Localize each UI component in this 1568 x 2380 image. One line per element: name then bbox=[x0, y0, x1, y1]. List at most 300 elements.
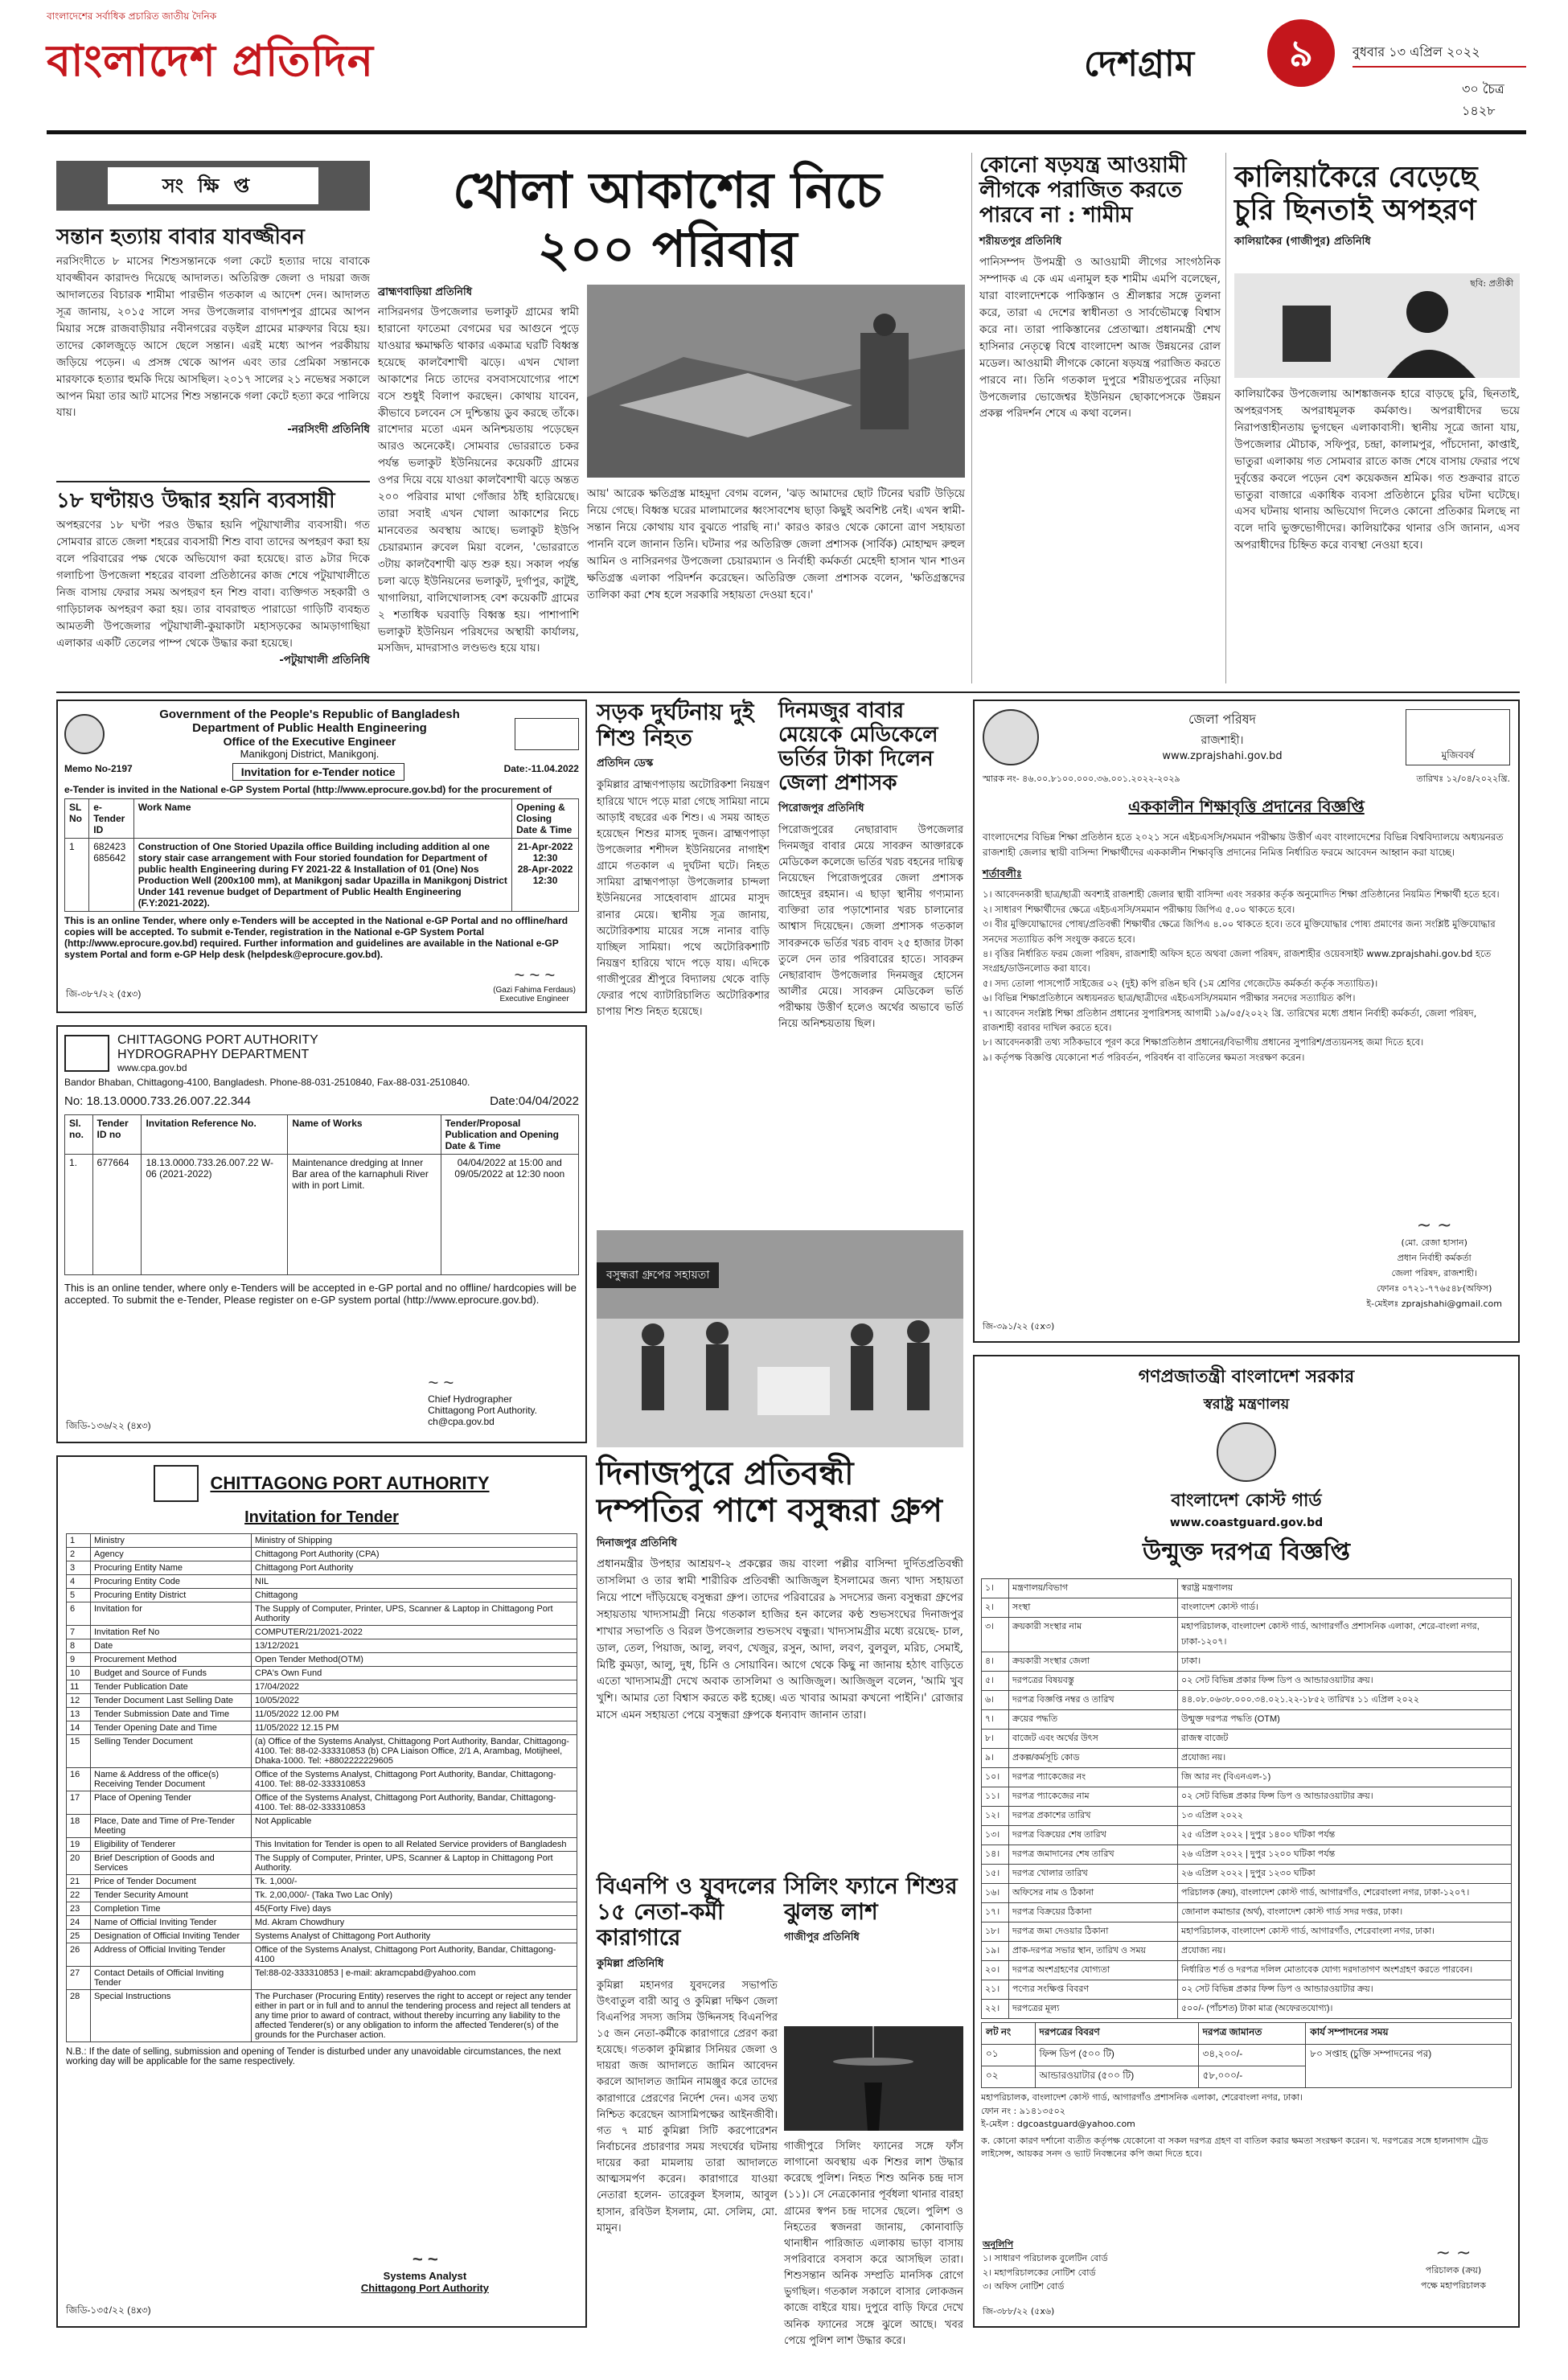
coast-contact-name: মহাপরিচালক, বাংলাদেশ কোস্ট গার্ড, আগারগাঁও প্রশাসনিক এলাকা, শেরেবাংলা নগর, ঢাকা। bbox=[981, 2092, 1303, 2103]
coast-cell: ১১। bbox=[982, 1787, 1009, 1807]
issue-date: বুধবার ১৩ এপ্রিল ২০২২ bbox=[1353, 44, 1480, 60]
cpa2-row bbox=[67, 1902, 577, 1916]
coast-contact-phone: ফোন নং : ৯১৪১৩৫০২ bbox=[981, 2105, 1065, 2116]
cpa2-cell: 13/12/2021 bbox=[252, 1639, 577, 1653]
cpa2-row bbox=[67, 1653, 577, 1667]
cpa2-cell: 27 bbox=[67, 1967, 91, 1990]
page-number: ৯ bbox=[1267, 19, 1335, 87]
zila-conditions-title: শর্তাবলীঃ bbox=[983, 868, 1022, 881]
kaliakoir-story[interactable] bbox=[1234, 161, 1520, 251]
cpa2-row bbox=[67, 1680, 577, 1694]
masthead-rule bbox=[47, 130, 1526, 134]
cpa1-web[interactable]: www.cpa.gov.bd bbox=[117, 1062, 187, 1073]
coast-cell: ১৯। bbox=[982, 1942, 1009, 1961]
coast-row bbox=[982, 2000, 1512, 2019]
cpa2-cell: Special Instructions bbox=[91, 1990, 252, 2042]
cpa2-cell: 21 bbox=[67, 1875, 91, 1889]
cpa2-cell: Invitation Ref No bbox=[91, 1626, 252, 1639]
cpa2-cell: Name of Official Inviting Tender bbox=[91, 1916, 252, 1930]
zila-parishad-ad[interactable] bbox=[973, 700, 1520, 1343]
cpa2-org: CHITTAGONG PORT AUTHORITY bbox=[210, 1473, 490, 1493]
cpa2-cell: The Supply of Computer, Printer, UPS, Scanner & Laptop in Chittagong Port Authority bbox=[252, 1602, 577, 1626]
cpa2-cell: Chittagong Port Authority bbox=[252, 1561, 577, 1575]
dphe-notice-title: Invitation for e-Tender notice bbox=[232, 763, 404, 781]
cpa2-cell: Tender Security Amount bbox=[91, 1889, 252, 1902]
zila-title: এককালীন শিক্ষাবৃত্তি প্রদানের বিজ্ঞপ্তি bbox=[1128, 797, 1365, 816]
cpa2-cell: 11 bbox=[67, 1680, 91, 1694]
cpa2-cell: 24 bbox=[67, 1916, 91, 1930]
gazipur-headline: সিলিং ফ্যানে শিশুর ঝুলন্ত লাশ bbox=[784, 1873, 958, 1926]
cpa2-cell: 23 bbox=[67, 1902, 91, 1916]
cpa2-row bbox=[67, 1561, 577, 1575]
coast-cell: ১৫। bbox=[982, 1865, 1009, 1884]
cpa2-row bbox=[67, 1602, 577, 1626]
coast-row bbox=[982, 1865, 1512, 1884]
coast-guard-ad[interactable] bbox=[973, 1355, 1520, 2328]
coast-contact-email[interactable]: ই-মেইল : dgcoastguard@yahoo.com bbox=[981, 2119, 1135, 2129]
cpa2-cell: Procuring Entity Code bbox=[91, 1575, 252, 1589]
coast-lot-h-time: কার্য সম্পাদনের সময় bbox=[1306, 2023, 1512, 2045]
zila-cond-9: ৯। কর্তৃপক্ষ বিজ্ঞপ্তি যেকোনো শর্ত পরিবর্তন, পরিবর্ধন বা বাতিলের ক্ষমতা সংরক্ষণ করেন। bbox=[983, 1051, 1305, 1063]
coast-cell: দরপত্র খোলার তারিখ bbox=[1009, 1865, 1178, 1884]
road-headline: সড়ক দুর্ঘটনায় দুই শিশু নিহত bbox=[597, 699, 754, 752]
coast-row bbox=[982, 1691, 1512, 1710]
basundhara-photo bbox=[597, 1230, 963, 1447]
lead-headline-line-2: ২০০ পরিবার bbox=[537, 220, 798, 279]
masthead-tagline: বাংলাদেশের সর্বাধিক প্রচারিত জাতীয় দৈনিক bbox=[47, 10, 217, 22]
cpa2-row bbox=[67, 1639, 577, 1653]
cpa2-cell: Tender Opening Date and Time bbox=[91, 1721, 252, 1735]
cpa-computer-tender-ad[interactable] bbox=[56, 1455, 587, 2328]
coast-cell: দরপত্র প্রকাশের তারিখ bbox=[1009, 1807, 1178, 1826]
dphe-office: Office of the Executive Engineer bbox=[223, 735, 396, 748]
zila-signer-title: প্রধান নির্বাহী কর্মকর্তা bbox=[1397, 1253, 1472, 1263]
cpa2-row bbox=[67, 1990, 577, 2042]
cpa2-cell: (a) Office of the Systems Analyst, Chittagong Port Authority, Bandar, Chittagong-4100. Tel: 88-02-333310853 (b) CPA Liaison Office, 2/1 A, Arambag, Motijheel, Dhaka-1000. Tel: +8802222229605 bbox=[252, 1735, 577, 1768]
coast-cell: দরপত্র বিক্রয়ের ঠিকানা bbox=[1009, 1903, 1178, 1922]
lead-column-2: আয়' আরেক ক্ষতিগ্রস্ত মাহমুদা বেগম বলেন, 'ঝড় আমাদের ছোট টিনের ঘরটি উড়িয়ে নিয়ে গেছে। বিধ্বস্ত ঘরের মালামালের ধ্বংসাবশেষ ছাড়া কিছুই অবশিষ্ট নেই। এখন স্বামী-সন্তান নিয়ে কোথায় যাব বুঝতে পারছি না।' কারও কারও থেকে কোনো ত্রাণ সহায়তা পাননি বলে জানান তিনি। ঘটনার পর অতিরিক্ত জেলা প্রশাসক (সার্বিক) মোহাম্মদ রুহুল আমিন ও নাসিরনগর উপজেলা চেয়ারম্যান ও নির্বাহী কর্মকর্তা মেহেদী হাসান খান শাওন ক্ষতিগ্রস্ত এলাকা পরিদর্শন করেছেন। অতিরিক্ত জেলা প্রশাসক বলেন, 'ক্ষতিগ্রস্তদের তালিকা করা শেষ হলে সরকারি সহায়তা দেওয়া হবে।' bbox=[587, 487, 965, 601]
cpa2-row bbox=[67, 1967, 577, 1990]
cpa2-cell: Brief Description of Goods and Services bbox=[91, 1852, 252, 1875]
cpa2-cell: Tk. 1,000/- bbox=[252, 1875, 577, 1889]
cpa2-cell: Procuring Entity Name bbox=[91, 1561, 252, 1575]
zila-cond-6: ৬। বিভিন্ন শিক্ষাপ্রতিষ্ঠানে অধ্যয়নরত ছাত্র/ছাত্রীদের এইচএসসি/সমমান পরীক্ষার সনদের সত্যায়িত কপি। bbox=[983, 992, 1356, 1004]
coast-cell: ১২। bbox=[982, 1807, 1009, 1826]
cpa2-cell: Procuring Entity District bbox=[91, 1589, 252, 1602]
cpa1-signer-org: Chittagong Port Authority. bbox=[428, 1405, 537, 1416]
coast-cell: ৫। bbox=[982, 1672, 1009, 1691]
cpa2-row bbox=[67, 1838, 577, 1852]
zila-org: জেলা পরিষদ bbox=[1188, 712, 1256, 727]
cpa2-signature: ~ ~ bbox=[412, 2249, 438, 2269]
cpa2-cell: 17/04/2022 bbox=[252, 1680, 577, 1694]
cpa1-code: জিডি-১৩৬/২২ (৪x৩) bbox=[66, 1420, 151, 1431]
coast-signer-org: পক্ষে মহাপরিচালক bbox=[1420, 2280, 1486, 2291]
cpa2-row bbox=[67, 1667, 577, 1680]
cpa2-cell: Tender Submission Date and Time bbox=[91, 1708, 252, 1721]
coast-guard-emblem-icon bbox=[1217, 1422, 1276, 1482]
cpa1-date: Date:04/04/2022 bbox=[490, 1094, 579, 1108]
coast-cell: দরপত্র অংশগ্রহণের যোগ্যতা bbox=[1009, 1961, 1178, 1980]
kaliakoir-headline: কালিয়াকৈরে বেড়েছে চুরি ছিনতাই অপহরণ bbox=[1234, 160, 1478, 228]
cpa2-cell: Tk. 2,00,000/- (Taka Two Lac Only) bbox=[252, 1889, 577, 1902]
cpa2-cell: 4 bbox=[67, 1575, 91, 1589]
cpa2-row bbox=[67, 1735, 577, 1768]
coast-cell: ৭। bbox=[982, 1710, 1009, 1730]
cpa2-row bbox=[67, 1575, 577, 1589]
coast-cell: ৩। bbox=[982, 1618, 1009, 1652]
cpa2-cell: Selling Tender Document bbox=[91, 1735, 252, 1768]
cpa2-cell: Name & Address of the office(s) Receiving Tender Document bbox=[91, 1768, 252, 1791]
coast-cell: ২২। bbox=[982, 2000, 1009, 2019]
coast-cell: ২১। bbox=[982, 1980, 1009, 2000]
coast-cell: ৬। bbox=[982, 1691, 1009, 1710]
cpa2-cell: 8 bbox=[67, 1639, 91, 1653]
coast-cell: প্রযোজ্য নয়। bbox=[1178, 1749, 1512, 1768]
coast-cell: উন্মুক্ত দরপত্র পদ্ধতি (OTM) bbox=[1178, 1710, 1512, 1730]
coast-lot-table bbox=[981, 2022, 1512, 2088]
coast-row bbox=[982, 1922, 1512, 1942]
illustration-credit: ছবি: প্রতীকী bbox=[1470, 278, 1513, 289]
cpa2-cell: 17 bbox=[67, 1791, 91, 1815]
shamim-body: পানিসম্পদ উপমন্ত্রী ও আওয়ামী লীগের সাংগঠনিক সম্পাদক এ কে এম এনামুল হক শামীম এমপি বলেছেন, যারা বাংলাদেশকে পাকিস্তান ও শ্রীলঙ্কার সঙ্গে তুলনা করে, তারা এ দেশের স্বাধীনতা ও সার্বভৌমত্বে বিশ্বাস করে না। তারা পাকিস্তানের প্রেতাত্মা। প্রধানমন্ত্রী শেখ হাসিনার নেতৃত্বে বিশ্বে বাংলাদেশ আজ উন্নয়নের রোল মডেল। আওয়ামী লীগকে কোনো ষড়যন্ত্র পরাজিত করতে পারবে না। তিনি গতকাল দুপুরে শরীয়তপুরের নড়িয়া উপজেলার ভোজেশ্বর ইউনিয়ন ছোকাপেসকে উন্নয়ন প্রকল্প পরিদর্শন শেষে এ কথা বলেন। bbox=[979, 256, 1221, 421]
dphe-h-id: e-Tender ID bbox=[89, 799, 133, 839]
coast-row bbox=[982, 1942, 1512, 1961]
cpa2-cell: 25 bbox=[67, 1930, 91, 1943]
zila-cond-3: ৩। বীর মুক্তিযোদ্ধাদের পোষ্য/প্রতিবন্ধী শিক্ষার্থীর ক্ষেত্রে জিপিএ ৪.০০ থাকতে হবে। তবে মুক্তিযোদ্ধার পোষ্য প্রমাণের জন্য সংশ্লিষ্ট মুক্তিযোদ্ধার সনদের সত্যায়িত কপি সংযুক্ত করতে হবে। bbox=[983, 918, 1496, 945]
lead-column-1: নাসিরনগর উপজেলার ভলাকুট গ্রামের স্বামী হারানো ফাতেমা বেগমের ঘর আগুনে পুড়ে যাওয়ার ক্ষমাক্ষতি থাকার একমাত্র ঘরটি বিধ্বস্ত হয়েছে কালবৈশাখী ঝড়ে। এখন খোলা আকাশের নিচে তাদের বসবাসযোগ্যের পাশে বসে শুধুই বিলাপ করছেন। কোথায় যাবেন, কীভাবে চলবেন সে দুশ্চিন্তায় ডুব করছে তাঁকে। রাশেদার মতো এমন অনিশ্চয়তায় পড়েছেন আরও অনেকেই। সোমবার ভোররাতে চকর পর্যন্ত ভলাকুট ইউনিয়নের কয়েকটি গ্রামের ওপর দিয়ে বয়ে যাওয়া কালবৈশাখী ঝড়ে অন্তত ২০০ পরিবার মাথা গোঁজার ঠাঁই হারিয়েছে। তারা সবাই এখন খোলা আকাশের নিচে মানবেতর অবস্থায় আছে। ভলাকুট ইউপি চেয়ারম্যান রুবেল মিয়া বলেন, 'ভোররাতে ৩টায় কালবৈশাখী ঝড় শুরু হয়। সকাল পর্যন্ত চলা ঝড়ে ইউনিয়নের ভলাকুট, দুর্গাপুর, কাটুই, খাগালিয়া, বালিখোলাসহ বেশ কয়েকটি গ্রামের ২ শতাধিক ঘরবাড়ি বিধ্বস্ত হয়। পাশাপাশি ভলাকুট ইউনিয়ন পরিষদের অস্থায়ী কার্যালয়, মসজিদ, মাদরাসাও লণ্ডভণ্ড হয়ে যায়। bbox=[378, 306, 579, 655]
cpa2-row bbox=[67, 1943, 577, 1967]
cpa1-open: 04/04/2022 at 15:00 and 09/05/2022 at 12:30 noon bbox=[441, 1155, 578, 1275]
cpa2-row bbox=[67, 1875, 577, 1889]
dphe-signer-title: Executive Engineer bbox=[499, 995, 569, 1003]
cpa1-table bbox=[64, 1114, 579, 1275]
cpa2-cell: 13 bbox=[67, 1708, 91, 1721]
date-divider bbox=[1353, 66, 1526, 68]
coast-cell: দরপত্র প্যাকেজের নাম bbox=[1009, 1787, 1178, 1807]
cpa1-no: No: 18.13.0000.733.26.007.22.344 bbox=[64, 1094, 251, 1108]
medical-body: পিরোজপুরের নেছারাবাদ উপজেলার দিনমজুর বাবার মেয়ে সাবরুন আক্তারকে মেডিকেল কলেজে ভর্তির খরচ বহনের দায়িত্ব নিয়েছেন পিরোজপুরের জেলা প্রশাসক জাহেদুর রহমান। এ ছাড়া স্থানীয় গণ্যমান্য ব্যক্তিরা তার পড়াশোনার খরচ চালানোর আশ্বাস দিয়েছেন। জেলা প্রশাসক গতকাল সাবরুনকে ভর্তির খরচ বাবদ ২৫ হাজার টাকা তুলে দেন তার পরিবারের হাতে। সাবরুন নেছারাবাদ উপজেলার দিনমজুর হোসেন আলীর মেয়ে। সাবরুন মেডিকেল ভর্তি পরীক্ষায় উত্তীর্ণ হলেও অর্থের অভাবে ভর্তি নিয়ে অনিশ্চয়তায় ছিল। bbox=[778, 823, 963, 1031]
cpa2-cell: 15 bbox=[67, 1735, 91, 1768]
zila-cond-5: ৫। সদ্য তোলা পাসপোর্ট সাইজের ০২ (দুই) কপি রঙিন ছবি (১ম শ্রেণির গেজেটেড কর্মকর্তা কর্তৃক সত্যায়িত)। bbox=[983, 977, 1378, 989]
shamim-byline: শরীয়তপুর প্রতিনিধি bbox=[979, 236, 1062, 248]
coast-row bbox=[982, 1598, 1512, 1618]
cpa1-ref: 18.13.0000.733.26.007.22 W-06 (2021-2022) bbox=[142, 1155, 288, 1275]
cpa2-cell: Ministry of Shipping bbox=[252, 1534, 577, 1548]
coast-cell: ৪৪.০৮.০৬৩৮.০০০.৩৪.০২১.২২-১৮৫২ তারিখঃ ১১ এপ্রিল ২০২২ bbox=[1178, 1691, 1512, 1710]
cpa2-cell: Ministry bbox=[91, 1534, 252, 1548]
bnp-headline: বিএনপি ও যুবদলের ১৫ নেতা-কর্মী কারাগারে bbox=[597, 1873, 776, 1951]
cpa1-id: 677664 bbox=[92, 1155, 142, 1275]
coast-signer-title: পরিচালক (ক্রয়) bbox=[1425, 2265, 1482, 2275]
cpa1-email[interactable]: ch@cpa.gov.bd bbox=[428, 1416, 495, 1427]
coast-row bbox=[982, 1768, 1512, 1787]
disabled-couple-story[interactable] bbox=[597, 1455, 963, 1877]
dphe-id-1: 682423 bbox=[93, 841, 126, 852]
zila-cond-2: ২। সাধারণ শিক্ষার্থীদের ক্ষেত্রে এইচএসসি/সমমান পরীক্ষায় জিপিএ ৫.০০ থাকতে হবে। bbox=[983, 903, 1295, 915]
coast-row bbox=[982, 1961, 1512, 1980]
cpa1-h-ref: Invitation Reference No. bbox=[142, 1115, 288, 1155]
coast-cell: বাজেট এবং অর্থের উৎস bbox=[1009, 1730, 1178, 1749]
coast-cell: পরিচালক (ক্রয়), বাংলাদেশ কোস্ট গার্ড, আগারগাঁও, শেরেবাংলা নগর, ঢাকা-১২০৭। bbox=[1178, 1884, 1512, 1903]
zila-cond-8: ৮। আবেদনকারী তথ্য সঠিকভাবে পূরণ করে শিক্ষাপ্রতিষ্ঠান প্রধানের/বিভাগীয় প্রধানের সুপারিশ/প্রত্যয়নসহ জমা দিতে হবে। bbox=[983, 1036, 1424, 1048]
gazipur-body: গাজীপুরে সিলিং ফ্যানের সঙ্গে ফাঁস লাগানো অবস্থায় এক শিশুর লাশ উদ্ধার করেছে পুলিশ। নিহত শিশু অনিক চন্দ্র দাস (১১)। সে নেত্রকোনার পূর্বধলা থানার বারহা গ্রামের স্বপন চন্দ্র দাসের ছেলে। পুলিশ ও নিহতের স্বজনরা জানায়, কোনাবাড়ি থানাধীন পারিজাত এলাকায় ভাড়া বাসায় সপরিবারে বসবাস করে আসছিল তারা। শিশুসন্তান অনিক সম্প্রতি মানসিক রোগে ভুগছিল। গতকাল সকালে বাসার লোকজন কাজে বাইরে যায়। দুপুরে বাড়ি ফিরে দেখে অনিক ফ্যানের সঙ্গে ঝুলে আছে। খবর পেয়ে পুলিশ লাশ উদ্ধার করে। bbox=[784, 2140, 963, 2347]
dphe-signature: ~ ~ ~ bbox=[514, 965, 555, 985]
cpa2-cell: Tel:88-02-333310853 | e-mail: akramcpabd@yahoo.com bbox=[252, 1967, 577, 1990]
cpa1-h-id: Tender ID no bbox=[92, 1115, 142, 1155]
coast-lot-2: ০২ bbox=[982, 2066, 1036, 2088]
brief-title-2: ১৮ ঘণ্টায়ও উদ্ধার হয়নি ব্যবসায়ী bbox=[56, 489, 335, 513]
cpa2-cell: The Supply of Computer, Printer, UPS, Scanner & Laptop in Chittagong Port Authority. bbox=[252, 1852, 577, 1875]
dphe-date: Date:-11.04.2022 bbox=[503, 763, 579, 774]
dphe-h-work: Work Name bbox=[133, 799, 511, 839]
coast-cell: ক্রয়ের পদ্ধতি bbox=[1009, 1710, 1178, 1730]
cpa1-h-sl: Sl. no. bbox=[65, 1115, 93, 1155]
cpa2-cell: 10 bbox=[67, 1667, 91, 1680]
coast-row bbox=[982, 1579, 1512, 1598]
coast-lot-h-lot: লট নং bbox=[982, 2023, 1036, 2045]
coast-cell: ১৬। bbox=[982, 1884, 1009, 1903]
cpa2-cell: 1 bbox=[67, 1534, 91, 1548]
coast-row bbox=[982, 1618, 1512, 1652]
gov-seal-icon bbox=[64, 714, 105, 754]
lead-headline[interactable] bbox=[378, 161, 957, 278]
coast-cell: ২৬ এপ্রিল ২০২২ | দুপুর ১২০০ ঘটিকা পর্যন্ত bbox=[1178, 1845, 1512, 1865]
cpa2-row bbox=[67, 1791, 577, 1815]
bnp-story[interactable] bbox=[597, 1873, 778, 2380]
cpa2-rows bbox=[67, 1534, 577, 2042]
newspaper-logo[interactable]: বাংলাদেশ প্রতিদিন bbox=[47, 35, 374, 86]
cpa2-cell: Designation of Official Inviting Tender bbox=[91, 1930, 252, 1943]
cpa2-cell: Price of Tender Document bbox=[91, 1875, 252, 1889]
cpa-logo-icon bbox=[64, 1035, 109, 1072]
coast-signature: ~ ~ bbox=[1435, 2243, 1472, 2263]
coast-cell: ক্রয়কারী সংস্থার নাম bbox=[1009, 1618, 1178, 1652]
coast-code: জি-৩৮৮/২২ (৫x৬) bbox=[983, 2306, 1055, 2316]
dphe-footer: This is an online Tender, where only e-Tenders will be accepted in the National e-GP Portal and no offline/hard copies will be accepted. To submit e-Tender, registration in the National e-GP System Portal (http://www.eprocure.gov.bd) required. Further information and guidelines are available in the National e-GP system Portal and form e-GP Help desk (helpdesk@eprocure.gov.bd). bbox=[64, 915, 569, 960]
hanging-illustration bbox=[784, 2026, 963, 2131]
dphe-id-2: 685642 bbox=[93, 852, 126, 864]
zila-signer: (মো. রেজা হাসান) bbox=[1401, 1237, 1467, 1248]
coast-row bbox=[982, 1652, 1512, 1672]
coast-cell: প্রাক-দরপত্র সভার স্থান, তারিখ ও সময় bbox=[1009, 1942, 1178, 1961]
brief-item-2[interactable] bbox=[56, 489, 370, 668]
coast-row bbox=[982, 1672, 1512, 1691]
coast-cell: ১৩ এপ্রিল ২০২২ bbox=[1178, 1807, 1512, 1826]
coast-lot-time: ৮০ সপ্তাহ (চুক্তি সম্পাদনের পর) bbox=[1306, 2045, 1512, 2088]
cpa2-cell: Contact Details of Official Inviting Tender bbox=[91, 1967, 252, 1990]
coast-web[interactable]: www.coastguard.gov.bd bbox=[1169, 1516, 1324, 1529]
cpa1-h-work: Name of Works bbox=[288, 1115, 441, 1155]
column-divider bbox=[971, 153, 972, 683]
cpa2-cell: Agency bbox=[91, 1548, 252, 1561]
issue-date-bangla: ৩০ চৈত্র ১৪২৮ bbox=[1462, 81, 1504, 118]
masthead bbox=[47, 10, 1526, 138]
cpa2-nb: N.B.: If the date of selling, submission and opening of Tender is disturbed under any unavoidable circumstances, the next working day will be applicable for the same respectively. bbox=[66, 2047, 561, 2066]
brief-divider bbox=[56, 481, 370, 482]
mujib-logo-icon bbox=[515, 718, 579, 750]
cpa2-cell: 3 bbox=[67, 1561, 91, 1575]
cpa2-row bbox=[67, 1626, 577, 1639]
coast-cell: দরপত্র জমাদানের শেষ তারিখ bbox=[1009, 1845, 1178, 1865]
cpa2-cell: Completion Time bbox=[91, 1902, 252, 1916]
coast-cell: বাংলাদেশ কোস্ট গার্ড। bbox=[1178, 1598, 1512, 1618]
cpa2-code: জিডি-১৩৫/২২ (৪x৩) bbox=[66, 2304, 151, 2316]
zila-cond-7: ৭। আবেদন সংশ্লিষ্ট শিক্ষা প্রতিষ্ঠান প্রধানের সুপারিশসহ আগামী ১৯/০৫/২০২২ খ্রি. তারিখের মধ্যে প্রধান নির্বাহী কর্মকর্তা, জেলা পরিষদ, রাজশাহী বরাবর দাখিল করতে হবে। bbox=[983, 1007, 1477, 1033]
coast-row bbox=[982, 1749, 1512, 1768]
coast-cell: ৫০০/- (পাঁচশত) টাকা মাত্র (অফেরতযোগ্য)। bbox=[1178, 2000, 1512, 2019]
cpa2-cell: Md. Akram Chowdhury bbox=[252, 1916, 577, 1930]
coast-cell: পণ্যের সংক্ষিপ্ত বিবরণ bbox=[1009, 1980, 1178, 2000]
cpa2-cell: Eligibility of Tenderer bbox=[91, 1838, 252, 1852]
kaliakoir-body: কালিয়াকৈর উপজেলায় আশঙ্কাজনক হারে বাড়ছে চুরি, ছিনতাই, অপহরণসহ অপরাধমূলক কর্মকাণ্ড। অপরাধীদের ভয়ে নিরাপত্তাহীনতায় ভুগছেন এলাকাবাসী। স্থানীয় সূত্রে জানা যায়, উপজেলার মৌচাক, সফিপুর, চন্দ্রা, কালামপুর, পাঁচদোনা, কাপ্তাই, ভাতুরা এলাকায় গত সোমবার রাতে কাজ শেষে বাসায় ফেরার পথে দুর্বৃত্তের কবলে পড়েন বেশ কয়েকজন শ্রমিক। গত শুক্রবার রাতে ভাতুরা বাজারে একাধিক ব্যবসা প্রতিষ্ঠানে চুরির ঘটনা ঘটেছে। এসব ঘটনায় থানায় অভিযোগ দিলেও কোনো প্রতিকার মিলছে না বলে দাবি ভুক্তভোগীদের। কালিয়াকৈর থানার ওসি জানান, এসব অপরাধীদের চিহ্নিত করে ব্যবস্থা নেওয়া হবে। bbox=[1234, 388, 1520, 552]
coast-special: ক. কোনো কারণ দর্শানো ব্যতীত কর্তৃপক্ষ যেকোনো বা সকল দরপত্র গ্রহণ বা বাতিল করার ক্ষমতা সংরক্ষণ করেন। খ. দরপত্রের সঙ্গে হালনাগাদ ট্রেড লাইসেন্স, আয়কর সনদ ও ভ্যাট নিবন্ধনের কপি জমা দিতে হবে। bbox=[981, 2135, 1488, 2159]
section-rule bbox=[56, 691, 1520, 693]
cpa2-cell: 19 bbox=[67, 1838, 91, 1852]
coast-title: উন্মুক্ত দরপত্র বিজ্ঞপ্তি bbox=[1142, 1538, 1350, 1566]
zila-date: তারিখঃ ১২/০৪/২০২২খ্রি. bbox=[1416, 774, 1510, 784]
cpa1-signature: ~ ~ bbox=[428, 1373, 454, 1393]
coast-cell: প্রকল্প/কর্মসূচি কোড bbox=[1009, 1749, 1178, 1768]
zila-seal-icon bbox=[983, 709, 1039, 765]
zila-memo: স্মারক নং- ৪৬.০০.৮১০০.০০০.৩৬.০০১.২০২২-২০২৯ bbox=[983, 774, 1180, 784]
cpa2-cell: 2 bbox=[67, 1548, 91, 1561]
cpa-hydrography-ad[interactable] bbox=[56, 1025, 587, 1443]
dphe-district: Manikgonj District, Manikgonj. bbox=[240, 748, 380, 760]
dphe-tender-ad[interactable] bbox=[56, 700, 587, 1013]
dphe-memo: Memo No-2197 bbox=[64, 763, 133, 774]
brief-item-1[interactable] bbox=[56, 225, 370, 438]
cpa2-row bbox=[67, 1852, 577, 1875]
cpa2-cell: 11/05/2022 12.00 PM bbox=[252, 1708, 577, 1721]
cpa2-cell: The Purchaser (Procuring Entity) reserves the right to accept or reject any tender either in part or in full and to annul the tendering process and reject all tenders at any time prior to award of contract, without thereby incurring any liability to the affected Tenderer(s) or any obligation to inform the affected Tenderer(s) of the grounds for the Purchaser action. bbox=[252, 1990, 577, 2042]
coast-copy-3: ৩। অফিস নোটিশ বোর্ড bbox=[983, 2281, 1065, 2292]
cpa2-title: Invitation for Tender bbox=[244, 1508, 399, 1526]
dphe-date-1: 21-Apr-2022 12:30 bbox=[517, 841, 573, 864]
cpa2-cell: 7 bbox=[67, 1626, 91, 1639]
cpa1-org: CHITTAGONG PORT AUTHORITY bbox=[117, 1033, 318, 1047]
dphe-dept: Department of Public Health Engineering bbox=[192, 721, 427, 735]
brief-title-1: সন্তান হত্যায় বাবার যাবজ্জীবন bbox=[56, 225, 305, 249]
cpa2-cell: CPA's Own Fund bbox=[252, 1667, 577, 1680]
cpa2-cell: 45(Forty Five) days bbox=[252, 1902, 577, 1916]
coast-cell: ১৪। bbox=[982, 1845, 1009, 1865]
cpa2-row bbox=[67, 1768, 577, 1791]
cpa2-row bbox=[67, 1589, 577, 1602]
coast-copy-1: ১। সাধারণ পরিচালক বুলেটিন বোর্ড bbox=[983, 2253, 1108, 2264]
coast-lot-2-item: আন্ডারওয়াটার (৫০০ টি) bbox=[1035, 2066, 1198, 2088]
brief-body-1: নরসিংদীতে ৮ মাসের শিশুসন্তানকে গলা কেটে হত্যার দায়ে বাবাকে যাবজ্জীবন কারাদণ্ড দিয়েছে আদালত। অতিরিক্ত জেলা ও দায়রা জজ আদালতের বিচারক শামীমা পারভীন গতকাল এ আদেশ দেন। আদালত সূত্র জানায়, ২০১৫ সালে সদর উপজেলার বাগদশপুর গ্রামের আপন মিয়ার সঙ্গে রাজবাড়ীয়ার নবীনগরের বড়ইল গ্রামের মারুফার বিয়ে হয়। তাদের কোলজুড়ে আসে ছেলে সন্তান। এরই মধ্যে আপন পরকীয়ায় জড়িয়ে পড়েন। এ প্রসঙ্গ থেকে আপন এবং তার প্রেমিকা সন্তানকে মারফাকে হত্যার হুমকি দিয়ে আসছিল। ২০১৭ সালের ২১ নভেম্বর সকালে আপন মিয়া তার আট মাসের শিশু সন্তানকে গলা কেটে হত্যা করে পালিয়ে যায়। bbox=[56, 255, 370, 420]
cpa1-h-open: Tender/Proposal Publication and Opening Date & Time bbox=[441, 1115, 578, 1155]
disabled-byline: দিনাজপুর প্রতিনিধি bbox=[597, 1537, 677, 1549]
brief-credit-1: -নরসিংদী প্রতিনিধি bbox=[287, 423, 370, 437]
road-accident-story[interactable] bbox=[597, 700, 770, 1260]
cpa2-cell: Office of the Systems Analyst, Chittagong Port Authority, Bandar, Chittagong-4100. Tel: 88-02-333310853 bbox=[252, 1791, 577, 1815]
coast-row bbox=[982, 1845, 1512, 1865]
cpa2-cell: 12 bbox=[67, 1694, 91, 1708]
coast-cell: ২। bbox=[982, 1598, 1009, 1618]
dphe-tender-table bbox=[64, 798, 579, 912]
zila-code: জি-৩৯১/২২ (৫x৩) bbox=[983, 1321, 1055, 1332]
coast-copy-2: ২। মহাপরিচালকের নোটিশ বোর্ড bbox=[983, 2267, 1096, 2278]
cpa2-cell: Open Tender Method(OTM) bbox=[252, 1653, 577, 1667]
coast-cell: দরপত্রের মূল্য bbox=[1009, 2000, 1178, 2019]
cpa2-cell: 26 bbox=[67, 1943, 91, 1967]
shamim-story[interactable] bbox=[979, 153, 1221, 640]
coast-cell: দরপত্র প্যাকেজের নং bbox=[1009, 1768, 1178, 1787]
bnp-byline: কুমিল্লা প্রতিনিধি bbox=[597, 1957, 664, 1970]
coast-gov: গণপ্রজাতন্ত্রী বাংলাদেশ সরকার bbox=[1138, 1367, 1355, 1387]
coast-cell: জোনাল কমান্ডার (অর্থ), বাংলাদেশ কোস্ট গার্ড সদর দপ্তর, ঢাকা। bbox=[1178, 1903, 1512, 1922]
coast-cell: ০২ সেট বিভিন্ন প্রকার ফিন্স ডিপ ও আন্ডারওয়াটার ক্রয়। bbox=[1178, 1787, 1512, 1807]
cpa1-work: Maintenance dredging at Inner Bar area of the karnaphuli River with in port Limit. bbox=[288, 1155, 441, 1275]
coast-cell: দরপত্র বিজ্ঞপ্তি নম্বর ও তারিখ bbox=[1009, 1691, 1178, 1710]
coast-row bbox=[982, 1884, 1512, 1903]
cpa2-cell: Invitation for bbox=[91, 1602, 252, 1626]
coast-row bbox=[982, 1710, 1512, 1730]
cpa2-logo-icon bbox=[154, 1465, 199, 1502]
section-title: দেশগ্রাম bbox=[1084, 43, 1195, 84]
cpa2-row bbox=[67, 1534, 577, 1548]
coast-cell: মন্ত্রণালয়/বিভাগ bbox=[1009, 1579, 1178, 1598]
coast-cell: ২০। bbox=[982, 1961, 1009, 1980]
zila-city: রাজশাহী। bbox=[1201, 734, 1244, 747]
coast-cell: ০২ সেট বিভিন্ন প্রকার ফিন্স ডিপ ও আন্ডারওয়াটার ক্রয়। bbox=[1178, 1672, 1512, 1691]
zila-web[interactable]: www.zprajshahi.gov.bd bbox=[1162, 750, 1283, 762]
cpa2-cell: This Invitation for Tender is open to all Related Service providers of Bangladesh bbox=[252, 1838, 577, 1852]
dphe-intro: e-Tender is invited in the National e-GP System Portal (http://www.eprocure.gov.bd) for the procurement of bbox=[64, 784, 552, 795]
cpa1-address: Bandor Bhaban, Chittagong-4100, Bangladesh. Phone-88-031-2510840, Fax-88-031-2510840. bbox=[64, 1077, 470, 1088]
cpa2-cell: Office of the Systems Analyst, Chittagong Port Authority, Bandar, Chittagong-4100 bbox=[252, 1943, 577, 1967]
cpa2-cell: Date bbox=[91, 1639, 252, 1653]
coast-cell: ৯। bbox=[982, 1749, 1009, 1768]
coast-row bbox=[982, 1807, 1512, 1826]
shamim-headline: কোনো ষড়যন্ত্র আওয়ামী লীগকে পরাজিত করতে পারবে না : শামীম bbox=[979, 153, 1187, 228]
gazipur-story[interactable] bbox=[784, 1873, 963, 1951]
dphe-gov: Government of the People's Republic of Bangladesh bbox=[159, 708, 460, 721]
bnp-body: কুমিল্লা মহানগর যুবদলের সভাপতি উৎবাতুল বারী আবু ও কুমিল্লা দক্ষিণ জেলা বিএনপির সদস্য জসিম উদ্দিনসহ বিএনপির ১৫ জন নেতা-কর্মীকে কারাগারে প্রেরণ করা হয়েছে। গতকাল কুমিল্লার সিনিয়র জেলা ও দায়রা জজ আদালতে জামিন আবেদন করলে আদালত জামিন নামঞ্জুর করে তাদের কারাগারে প্রেরণের নির্দেশ দেন। এসব তথ্য নিশ্চিত করেছেন আসামিপক্ষের আইনজীবী। গত ৭ মার্চ কুমিল্লা সিটি করপোরেশন নির্বাচনের প্রচারণার সময় সংঘর্ষের ঘটনায় দায়ের করা মামলায় তারা আদালতে আত্মসমর্পণ করেন। কারাগারে যাওয়া নেতারা হলেন- তারেকুল ইসলাম, আবুল হাসান, রবিউল ইসলাম, মো. সেলিম, মো. মামুন। bbox=[597, 1979, 778, 2234]
coast-cell: ১। bbox=[982, 1579, 1009, 1598]
lead-byline: ব্রাহ্মণবাড়িয়া প্রতিনিধি bbox=[378, 286, 473, 298]
cpa2-cell: 18 bbox=[67, 1815, 91, 1838]
coast-lot-1-sec: ৩৪,২০০/- bbox=[1198, 2045, 1306, 2066]
coast-cell: ঢাকা। bbox=[1178, 1652, 1512, 1672]
coast-lot-h-sec: দরপত্র জামানত bbox=[1198, 2023, 1306, 2045]
medical-story[interactable] bbox=[778, 700, 963, 1273]
cpa2-cell: Tender Document Last Selling Date bbox=[91, 1694, 252, 1708]
coast-cell: স্বরাষ্ট্র মন্ত্রণালয় bbox=[1178, 1579, 1512, 1598]
storm-damage-photo bbox=[587, 285, 965, 478]
cpa2-cell: 14 bbox=[67, 1721, 91, 1735]
medical-byline: পিরোজপুর প্রতিনিধি bbox=[778, 802, 864, 815]
coast-cell: নির্ধারিত শর্ত ও দরপত্র দলিল মোতাবেক যোগ্য দরদাতাগণ অংশগ্রহণ করতে পারবেন। bbox=[1178, 1961, 1512, 1980]
coast-cell: ১৩। bbox=[982, 1826, 1009, 1845]
cpa2-cell: Tender Publication Date bbox=[91, 1680, 252, 1694]
mujib-borsho-logo: মুজিববর্ষ bbox=[1406, 709, 1510, 765]
cpa2-cell: 16 bbox=[67, 1768, 91, 1791]
zila-intro: বাংলাদেশের বিভিন্ন শিক্ষা প্রতিষ্ঠান হতে ২০২১ সনে এইচএসসি/সমমান পরীক্ষায় উত্তীর্ণ এবং বাংলাদেশের বিভিন্ন বিশ্ববিদ্যালয়ে অধ্যয়নরত রাজশাহী জেলার স্থায়ী বাসিন্দা শিক্ষার্থীদের এককালীন শিক্ষাবৃত্তি প্রদানের নিমিত্ত নির্ধারিত ফরমে আবেদন আহ্বান করা যাচ্ছে। bbox=[983, 831, 1504, 859]
zila-signature: ~ ~ bbox=[1416, 1216, 1452, 1236]
dphe-signer: (Gazi Fahima Ferdaus) bbox=[493, 986, 576, 995]
zila-email[interactable]: ই-মেইলঃ zprajshahi@gmail.com bbox=[1366, 1299, 1502, 1309]
coast-row bbox=[982, 1903, 1512, 1922]
coast-cell: দরপত্র জমা দেওয়ার ঠিকানা bbox=[1009, 1922, 1178, 1942]
cpa2-cell: Place of Opening Tender bbox=[91, 1791, 252, 1815]
basundhara-caption: বসুন্ধরা গ্রুপের সহায়তা bbox=[597, 1262, 719, 1288]
kaliakoir-byline: কালিয়াকৈর (গাজীপুর) প্রতিনিধি bbox=[1234, 235, 1371, 248]
coast-row bbox=[982, 1980, 1512, 2000]
coast-cell: ১৮। bbox=[982, 1922, 1009, 1942]
